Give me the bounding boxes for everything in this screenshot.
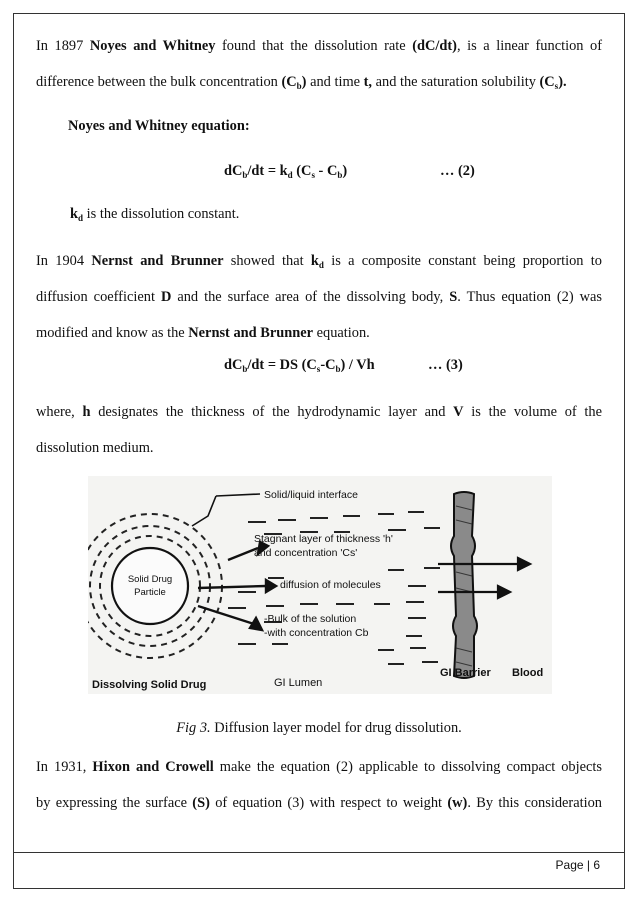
paragraph-line: modified and know as the Nernst and Brunner equation. (36, 325, 370, 341)
bulk-label: -Bulk of the solution (264, 613, 357, 625)
paragraph-where (36, 394, 602, 466)
equation-2-number: … (2) (440, 163, 475, 179)
particle-label: Particle (134, 587, 166, 598)
barrier-label: GI Barrier (440, 667, 491, 679)
equation-2: $dC_b/dt = k_d$ $(C_s - C_b)$ (224, 163, 348, 180)
section-heading: Noyes and Whitney equation: (68, 118, 250, 134)
page-number: Page | 6 (555, 858, 600, 872)
equation-3-number: … (3) (428, 357, 463, 373)
paragraph-nernst-brunner (36, 243, 602, 351)
footer-divider (13, 852, 625, 853)
paragraph-line: In 1931, Hixon and Crowell make the equation (2) applicable to dissolving compact objects (36, 759, 602, 775)
paragraph-line: diffusion coefficient D and the surface area of the dissolving body, S. Thus equation (2) was (36, 289, 603, 305)
interface-label: Solid/liquid interface (264, 489, 358, 501)
stagnant-label: and concentration 'Cs' (254, 547, 358, 559)
paragraph-line: difference between the bulk concentration $(C_b)$ and time t, and the saturation solubility $(C_s)$. (36, 74, 567, 91)
particle-label: Solid Drug (127, 574, 173, 585)
paragraph-line: where, h designates the thickness of the hydrodynamic layer and V is the volume of the (36, 404, 602, 420)
lumen-label: GI Lumen (274, 677, 323, 689)
dissolving-label: Dissolving Solid Drug (92, 679, 207, 691)
paragraph-line: In 1897 Noyes and Whitney found that the dissolution rate (dC/dt), is a linear function of (36, 38, 602, 54)
gi-barrier (451, 492, 477, 678)
diffusion-label: diffusion of molecules (280, 579, 381, 591)
paragraph-hixon-crowell (36, 749, 602, 821)
solid-drug-particle (112, 548, 188, 624)
paragraph-line: In 1904 Nernst and Brunner showed that $k_d$ is a composite constant being proportion to (36, 253, 602, 270)
paragraph-noyes-whitney (36, 28, 602, 100)
figure-caption: Fig 3. Diffusion layer model for drug dissolution. (176, 720, 462, 736)
kd-definition: $k_d$ is the dissolution constant. (70, 206, 240, 223)
bulk-label: -with concentration Cb (264, 627, 369, 639)
equation-3: $dC_b/dt$ = DS $(C_s-C_b)$ / Vh (224, 357, 375, 374)
paragraph-line: dissolution medium. (36, 440, 154, 456)
stagnant-label: Stagnant layer of thickness 'h' (254, 533, 393, 545)
diffusion-layer-figure (88, 476, 552, 694)
figure-diagram (88, 476, 552, 694)
blood-label: Blood (512, 667, 544, 679)
paragraph-line: by expressing the surface (S) of equation (3) with respect to weight (w). By this consideration (36, 795, 602, 811)
